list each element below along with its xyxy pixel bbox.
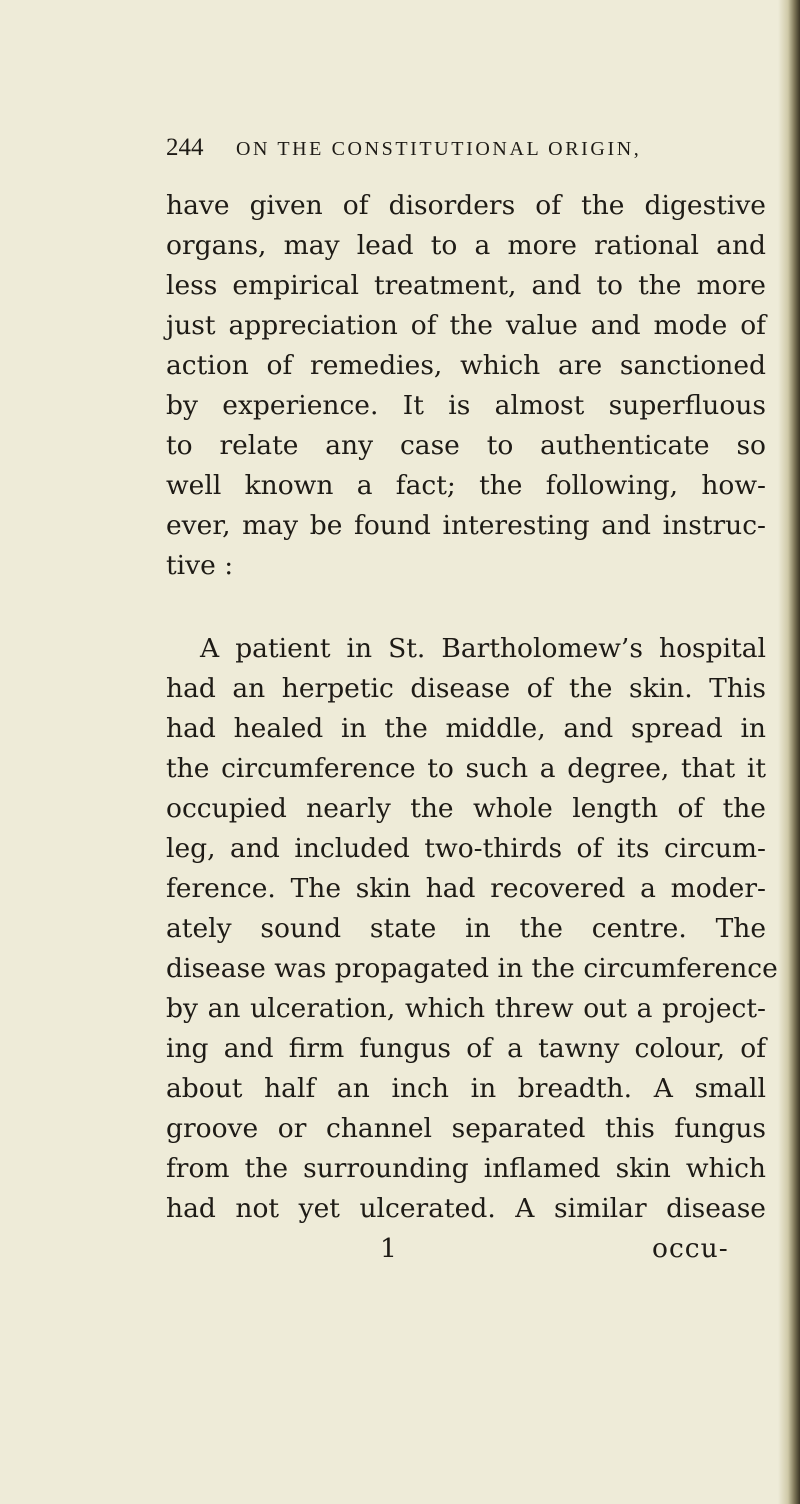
running-title: ON THE CONSTITUTIONAL ORIGIN, <box>236 138 642 160</box>
text-line: well known a fact; the following, how- <box>166 470 766 501</box>
text-line: by experience. It is almost superfluous <box>166 390 766 421</box>
text-line: less empirical treatment, and to the more <box>166 270 766 301</box>
text-line: have given of disorders of the digestive <box>166 190 766 221</box>
text-line: leg, and included two-thirds of its circum- <box>166 833 766 864</box>
body-text <box>166 186 778 1269</box>
text-line: action of remedies, which are sanctioned <box>166 350 766 381</box>
text-line: from the surrounding inflamed skin which <box>166 1153 766 1184</box>
text-line: had not yet ulcerated. A similar disease <box>166 1193 766 1224</box>
text-line: about half an inch in breadth. A small <box>166 1073 766 1104</box>
page-footer <box>166 1229 766 1269</box>
text-line: ing and firm fungus of a tawny colour, of <box>166 1033 766 1064</box>
text-line: ately sound state in the centre. The <box>166 913 766 944</box>
running-head <box>166 134 726 174</box>
text-line: groove or channel separated this fungus <box>166 1113 766 1144</box>
text-line: just appreciation of the value and mode of <box>166 310 766 341</box>
text-line: had an herpetic disease of the skin. This <box>166 673 766 704</box>
page-edge-shadow <box>778 0 800 1504</box>
text-line: ference. The skin had recovered a moder- <box>166 873 766 904</box>
text-line: occupied nearly the whole length of the <box>166 793 766 824</box>
text-line: by an ulceration, which threw out a project- <box>166 993 766 1024</box>
text-line: tive : <box>166 550 234 581</box>
text-line: had healed in the middle, and spread in <box>166 713 766 744</box>
paragraph-gap <box>166 586 766 629</box>
text-line: ever, may be found interesting and instruc- <box>166 510 766 541</box>
text-line: organs, may lead to a more rational and <box>166 230 766 261</box>
text-line: the circumference to such a degree, that it <box>166 753 766 784</box>
text-line: disease was propagated in the circumference <box>166 953 778 984</box>
page-number: 244 <box>166 134 204 161</box>
text-line: to relate any case to authenticate so <box>166 430 766 461</box>
text-line: A patient in St. Bartholomew’s hospital <box>200 633 766 664</box>
catchword: occu- <box>652 1233 729 1264</box>
signature-mark: 1 <box>380 1233 397 1264</box>
